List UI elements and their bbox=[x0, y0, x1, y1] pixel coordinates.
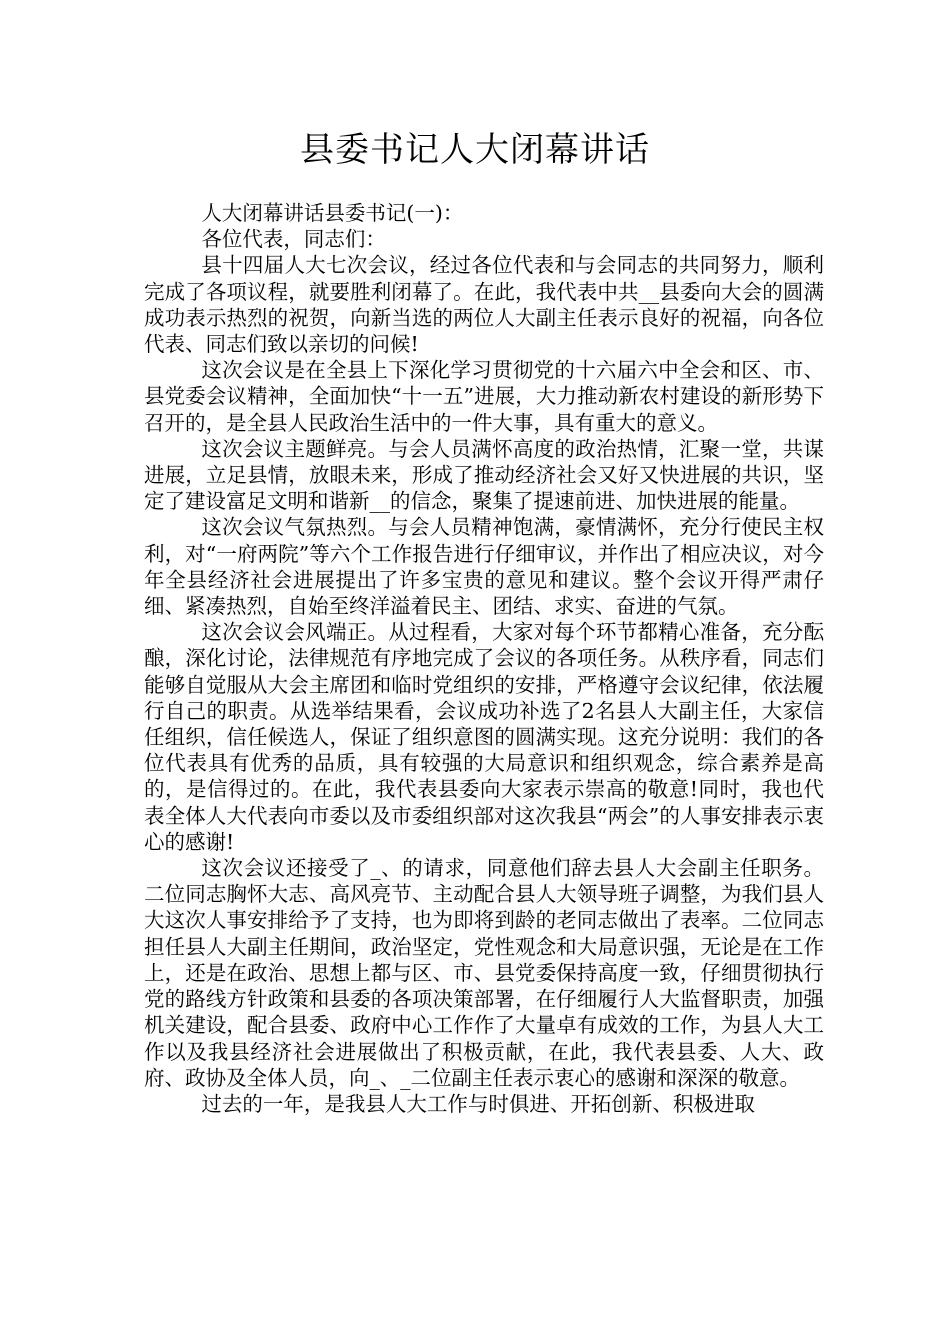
document-title: 县委书记人大闭幕讲话 bbox=[300, 130, 650, 170]
body-paragraph: 这次会议还接受了_、的请求，同意他们辞去县人大会副主任职务。二位同志胸怀大志、高风亮节、主动配合县人大领导班子调整，为我们县人大这次人事安排给予了支持，也为即将到龄的老同志做出了表率。二位同志担任县人大副主任期间，政治坚定，党性观念和大局意识强，无论是在工作上，还是在政治、思想上都与区、市、县党委保持高度一致，仔细贯彻执行党的路线方针政策和县委的各项决策部署，在仔细履行人大监督职责，加强机关建设，配合县委、政府中心工作作了大量卓有成效的工作，为县人大工作以及我县经济社会进展做出了积极贡献，在此，我代表县委、人大、政府、政协及全体人员，向_、_二位副主任表示衷心的感谢和深深的敬意。 bbox=[144, 856, 824, 1090]
body-paragraph: 过去的一年，是我县人大工作与时俱进、开拓创新、积极进取 bbox=[201, 1091, 755, 1116]
salutation-paragraph: 各位代表，同志们： bbox=[201, 227, 386, 252]
body-paragraph: 这次会议气氛热烈。与会人员精神饱满，豪情满怀，充分行使民主权利，对“一府两院”等六个工作报告进行仔细审议，并作出了相应决议，对今年全县经济社会进展提出了许多宝贵的意见和建议。整个会议开得严肃仔细、紧凑热烈，自始至终洋溢着民主、团结、求实、奋进的气氛。 bbox=[144, 515, 824, 619]
body-paragraph: 这次会议会风端正。从过程看，大家对每个环节都精心准备，充分酝酿，深化讨论，法律规范有序地完成了会议的各项任务。从秩序看，同志们能够自觉服从大会主席团和临时党组织的安排，严格遵守会议纪律，依法履行自己的职责。从选举结果看，会议成功补选了2名县人大副主任，大家信任组织，信任候选人，保证了组织意图的圆满实现。这充分说明：我们的各位代表具有优秀的品质，具有较强的大局意识和组织观念，综合素养是高的，是信得过的。在此，我代表县委向大家表示崇高的敬意!同时，我也代表全体人大代表向市委以及市委组织部对这次我县“两会”的人事安排表示衷心的感谢! bbox=[144, 620, 824, 854]
body-paragraph: 这次会议是在全县上下深化学习贯彻党的十六届六中全会和区、市、县党委会议精神，全面加快“十一五”进展，大力推动新农村建设的新形势下召开的，是全县人民政治生活中的一件大事，具有重大的意义。 bbox=[144, 358, 824, 435]
document-body bbox=[144, 200, 824, 1117]
subtitle-paragraph: 人大闭幕讲话县委书记(一)： bbox=[201, 201, 464, 225]
body-paragraph: 这次会议主题鲜亮。与会人员满怀高度的政治热情，汇聚一堂，共谋进展，立足县情，放眼未来，形成了推动经济社会又好又快进展的共识，坚定了建设富足文明和谐新__的信念，聚集了提速前进、加快进展的能量。 bbox=[144, 436, 824, 514]
body-paragraph: 县十四届人大七次会议，经过各位代表和与会同志的共同努力，顺利完成了各项议程，就要胜利闭幕了。在此，我代表中共__县委向大会的圆满成功表示热烈的祝贺，向新当选的两位人大副主任表示良好的祝福，向各位代表、同志们致以亲切的问候! bbox=[144, 253, 824, 357]
